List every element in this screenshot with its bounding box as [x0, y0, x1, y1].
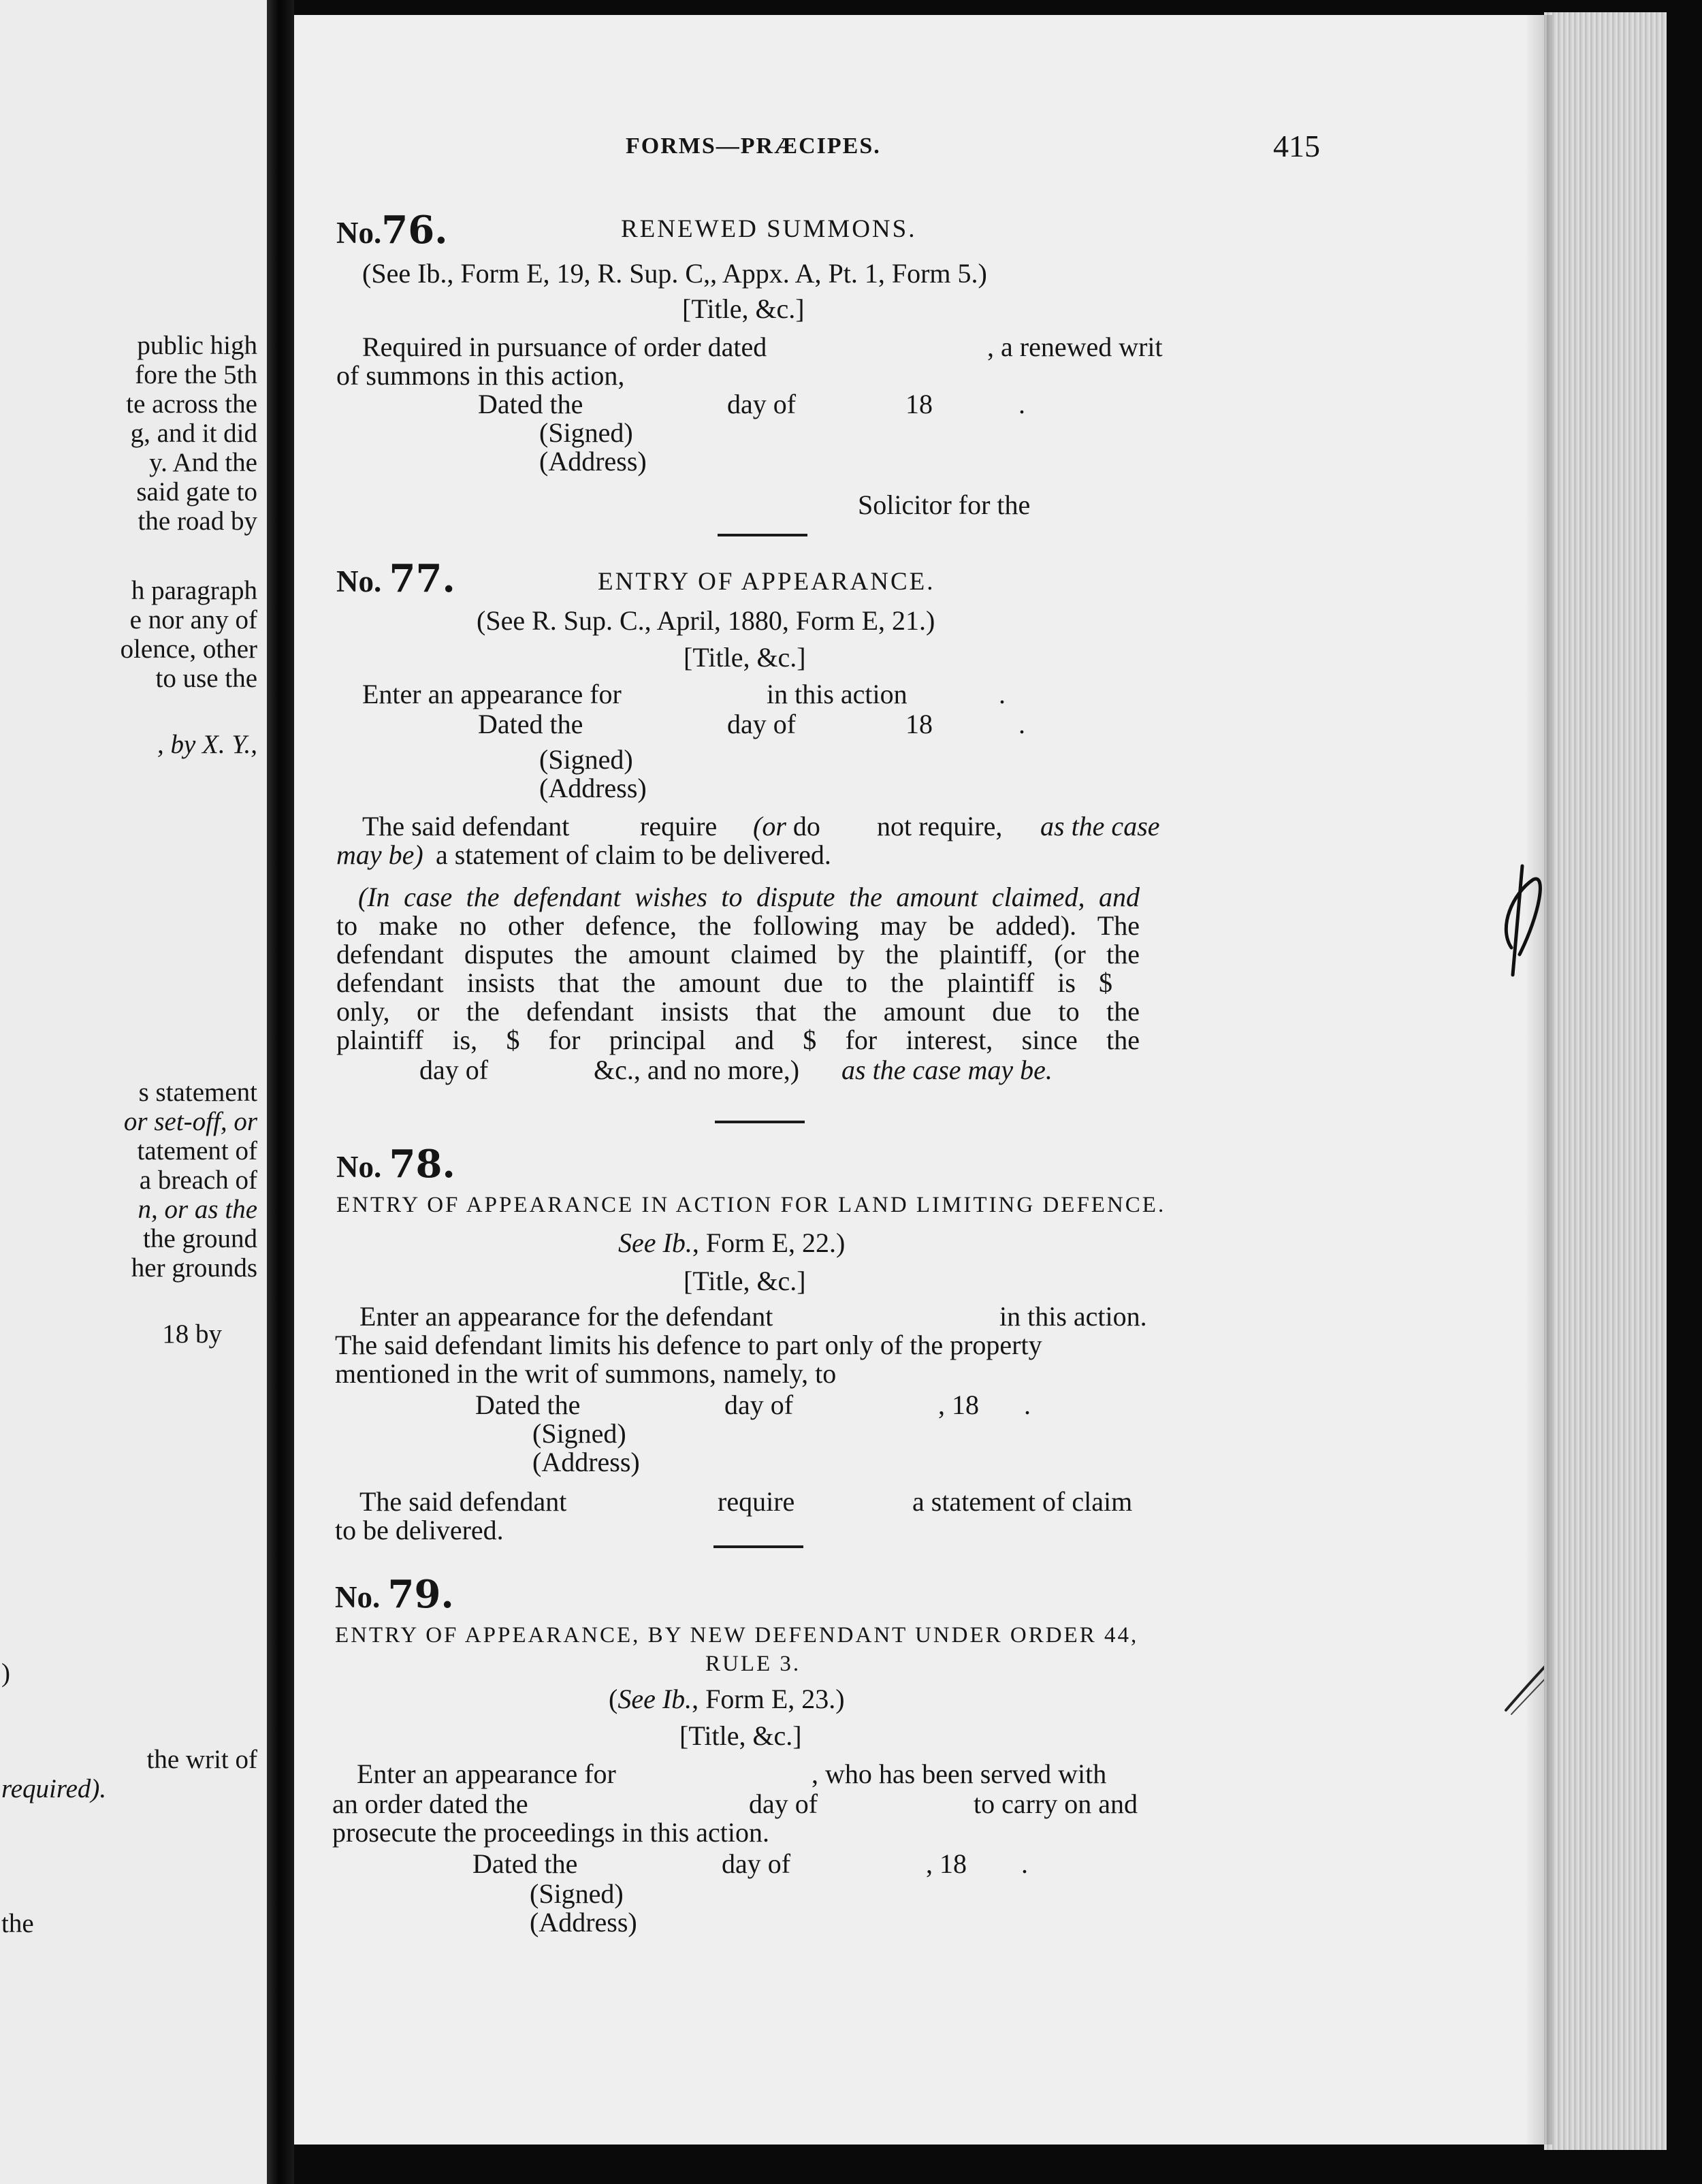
signed-label: (Signed): [532, 1418, 626, 1449]
form-text: day of: [419, 1055, 489, 1085]
form-text: prosecute the proceedings in this action.: [332, 1817, 770, 1848]
left-text-fragment: ): [1, 1658, 10, 1688]
form-text: , a renewed writ: [987, 332, 1163, 362]
section-divider: [715, 1121, 805, 1123]
left-text-fragment: tatement of: [137, 1136, 257, 1166]
form-text: as the case may be.: [841, 1055, 1053, 1085]
form-caption: [Title, &c.]: [684, 642, 806, 673]
form-caption: [Title, &c.]: [679, 1720, 802, 1751]
form-text: to make no other defence, the following may be added). The: [336, 910, 1140, 941]
form-number-prefix: No.: [336, 1150, 382, 1184]
form-text: Required in pursuance of order dated: [362, 332, 767, 362]
year-label: 18: [905, 389, 933, 419]
form-text: in this action: [767, 679, 908, 709]
left-text-fragment: olence, other: [120, 635, 257, 664]
day-of-label: day of: [722, 1848, 791, 1879]
form-text: Enter an appearance for: [362, 679, 622, 709]
form-text: Enter an appearance for the defendant: [359, 1301, 773, 1332]
address-label: (Address): [532, 1447, 640, 1477]
form-text: defendant insists that the amount due to the plaintiff is $: [336, 967, 1112, 998]
form-number-prefix: No.: [336, 564, 382, 598]
form-reference: (See Ib., Form E, 23.): [609, 1684, 845, 1714]
left-text-fragment: g, and it did: [130, 419, 257, 448]
form-number-value: 77.: [389, 556, 455, 601]
form-number: [335, 1572, 454, 1617]
left-text-fragment: or set-off, or: [123, 1107, 257, 1136]
form-number-prefix: No.: [335, 1580, 381, 1614]
signed-label: (Signed): [539, 417, 633, 448]
year-label: 18: [905, 709, 933, 739]
form-text: a statement of claim to be delivered.: [436, 839, 831, 870]
form-number: [336, 556, 455, 601]
form-title: ENTRY OF APPEARANCE, BY NEW DEFENDANT UNDER ORDER 44,: [335, 1623, 1139, 1648]
book-gutter: [267, 0, 294, 2184]
page-edge-shadow: [1525, 15, 1552, 2145]
dated-label: Dated the: [478, 389, 583, 419]
left-text-fragment: 18 by: [162, 1319, 222, 1349]
running-title: FORMS—PRÆCIPES.: [626, 133, 881, 159]
form-title: RENEWED SUMMONS.: [621, 215, 917, 243]
day-of-label: day of: [727, 709, 797, 739]
form-number-value: 76.: [381, 208, 448, 253]
left-page: [0, 0, 267, 2184]
form-text: to be delivered.: [335, 1515, 504, 1545]
page-number: 415: [1273, 129, 1320, 163]
dated-label: Dated the: [475, 1390, 581, 1420]
left-text-fragment: the ground: [143, 1224, 257, 1253]
form-number-prefix: No.: [336, 216, 382, 250]
section-divider: [718, 534, 807, 536]
form-reference: See Ib., Form E, 22.): [618, 1227, 846, 1258]
year-label: , 18: [926, 1848, 967, 1879]
address-label: (Address): [539, 446, 647, 477]
form-title: ENTRY OF APPEARANCE.: [598, 568, 935, 596]
form-text: of summons in this action,: [336, 360, 625, 391]
left-text-fragment: a breach of: [139, 1166, 257, 1195]
form-text: plaintiff is, $ for principal and $ for interest, since the: [336, 1025, 1140, 1055]
signed-label: (Signed): [539, 744, 633, 775]
form-text: The said defendant limits his defence to part only of the property: [335, 1330, 1042, 1360]
form-text: .: [1018, 389, 1025, 419]
form-text: to carry on and: [974, 1788, 1138, 1819]
form-text: may be): [336, 839, 423, 870]
form-text: only, or the defendant insists that the amount due to the: [336, 996, 1140, 1027]
form-text: not require,: [877, 811, 1003, 841]
right-page: [294, 15, 1544, 2145]
form-text: require: [718, 1486, 795, 1517]
section-divider: [713, 1545, 803, 1548]
left-text-fragment: the road by: [138, 507, 257, 536]
left-text-fragment: the: [1, 1909, 34, 1938]
form-title: RULE 3.: [705, 1652, 801, 1676]
address-label: (Address): [530, 1907, 637, 1938]
left-text-fragment: to use the: [155, 664, 257, 693]
form-caption: [Title, &c.]: [684, 1266, 806, 1296]
form-text: Enter an appearance for: [357, 1759, 616, 1789]
form-text: The said defendant: [362, 811, 570, 841]
address-label: (Address): [539, 773, 647, 803]
left-text-fragment: her grounds: [131, 1253, 257, 1283]
dated-label: Dated the: [478, 709, 583, 739]
left-text-fragment: n, or as the: [138, 1195, 257, 1224]
form-text: (or do: [753, 811, 820, 841]
form-text: The said defendant: [359, 1486, 567, 1517]
form-reference: (See Ib., Form E, 19, R. Sup. C,, Appx. A, Pt. 1, Form 5.): [362, 258, 987, 289]
form-number-value: 79.: [387, 1572, 454, 1617]
left-text-fragment: e nor any of: [129, 605, 257, 635]
form-text: day of: [749, 1788, 818, 1819]
form-text: defendant disputes the amount claimed by the plaintiff, (or the: [336, 939, 1140, 969]
left-text-fragment: required).: [1, 1774, 107, 1803]
left-text-fragment: s statement: [138, 1078, 257, 1107]
form-text: &c., and no more,): [594, 1055, 800, 1085]
left-text-fragment: said gate to: [136, 477, 257, 507]
left-text-fragment: the writ of: [146, 1745, 257, 1774]
solicitor-label: Solicitor for the: [858, 489, 1031, 520]
year-label: , 18: [938, 1390, 979, 1420]
form-number-value: 78.: [389, 1142, 455, 1187]
left-text-fragment: public high: [137, 331, 257, 360]
left-text-fragment: , by X. Y.,: [157, 730, 257, 759]
dated-label: Dated the: [472, 1848, 578, 1879]
left-text-fragment: y. And the: [149, 448, 257, 477]
form-text: require: [640, 811, 718, 841]
form-text: in this action.: [999, 1301, 1147, 1332]
left-text-fragment: fore the 5th: [135, 360, 257, 389]
form-text: an order dated the: [332, 1788, 528, 1819]
form-title: ENTRY OF APPEARANCE IN ACTION FOR LAND LIMITING DEFENCE.: [336, 1193, 1166, 1217]
page-edges: [1544, 12, 1667, 2150]
form-text: .: [1024, 1390, 1031, 1420]
form-caption: [Title, &c.]: [682, 293, 805, 324]
left-text-fragment: te across the: [126, 389, 257, 419]
form-text: , who has been served with: [812, 1759, 1107, 1789]
day-of-label: day of: [724, 1390, 794, 1420]
form-text: as the case: [1040, 811, 1160, 841]
form-text: (In case the defendant wishes to dispute the amount claimed, and: [358, 882, 1140, 912]
form-text: .: [1021, 1848, 1028, 1879]
form-text: .: [999, 679, 1006, 709]
day-of-label: day of: [727, 389, 797, 419]
form-text: a statement of claim: [912, 1486, 1133, 1517]
form-reference: (See R. Sup. C., April, 1880, Form E, 21.): [477, 605, 935, 636]
form-text: .: [1018, 709, 1025, 739]
form-number: [336, 208, 448, 253]
form-number: [336, 1142, 455, 1187]
form-text: mentioned in the writ of summons, namely, to: [335, 1358, 837, 1389]
signed-label: (Signed): [530, 1878, 624, 1909]
left-text-fragment: h paragraph: [131, 576, 257, 605]
